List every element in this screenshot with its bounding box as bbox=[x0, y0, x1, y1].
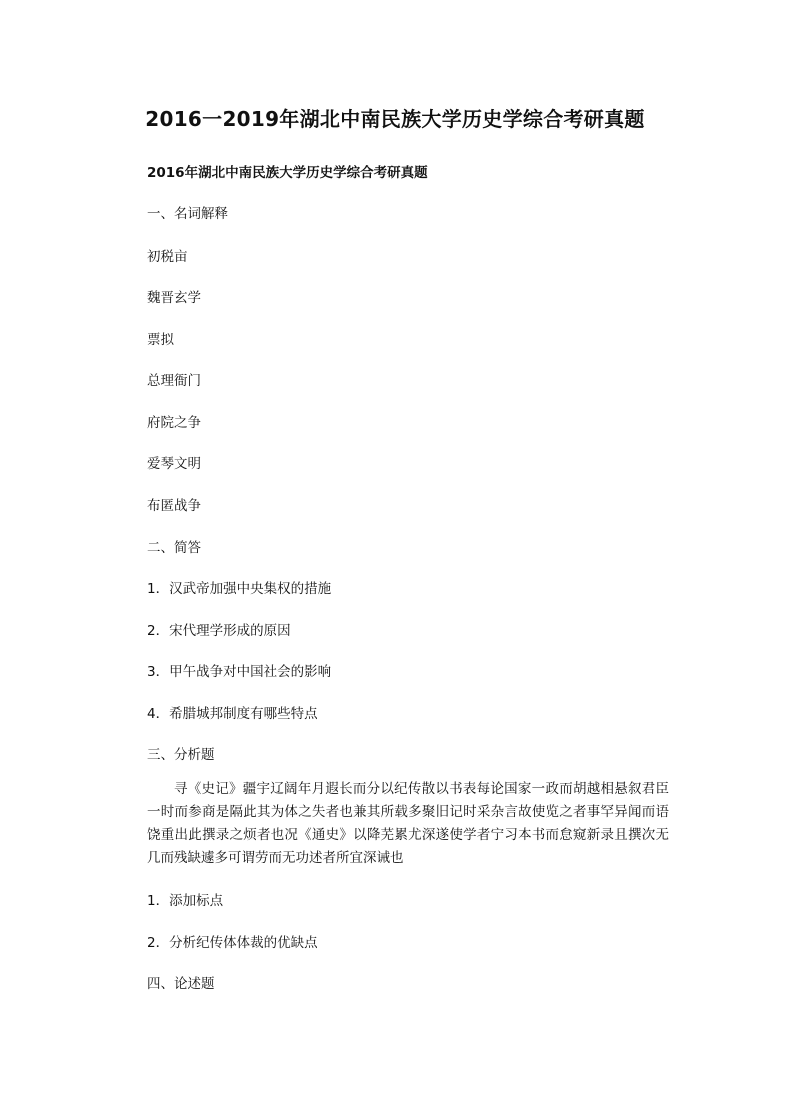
classical-passage: 寻《史记》疆宇辽阔年月遐长而分以纪传散以书表每论国家一政而胡越相悬叙君臣一时而参商是隔此其为体之失者也兼其所载多聚旧记时采杂言故使览之者事罕异闻而语饶重出此撰录之烦者也况《通史》以降芜累尤深遂使学者宁习本书而怠窥新录且撰次无几而残缺遽多可谓劳而无功述者所宜深诫也 bbox=[147, 781, 669, 866]
term-item: 魏晋玄学 bbox=[147, 290, 201, 306]
term-item: 府院之争 bbox=[147, 415, 201, 431]
document-title: 2016一2019年湖北中南民族大学历史学综合考研真题 bbox=[145, 107, 645, 131]
section-heading-terms: 一、名词解释 bbox=[147, 206, 228, 222]
question-item: 3．甲午战争对中国社会的影响 bbox=[147, 664, 332, 680]
section-heading-short-answer: 二、简答 bbox=[147, 540, 201, 556]
question-item: 4．希腊城邦制度有哪些特点 bbox=[147, 706, 318, 722]
question-item: 2．宋代理学形成的原因 bbox=[147, 623, 291, 639]
question-item: 1．汉武帝加强中央集权的措施 bbox=[147, 581, 332, 597]
term-item: 总理衙门 bbox=[147, 373, 201, 389]
exam-subtitle: 2016年湖北中南民族大学历史学综合考研真题 bbox=[147, 165, 428, 181]
task-item: 1．添加标点 bbox=[147, 893, 224, 909]
task-item: 2．分析纪传体体裁的优缺点 bbox=[147, 935, 318, 951]
term-item: 票拟 bbox=[147, 332, 174, 348]
term-item: 初税亩 bbox=[147, 249, 188, 265]
section-heading-analysis: 三、分析题 bbox=[147, 747, 215, 763]
term-item: 布匿战争 bbox=[147, 498, 201, 514]
term-item: 爱琴文明 bbox=[147, 456, 201, 472]
section-heading-essay: 四、论述题 bbox=[147, 976, 215, 992]
